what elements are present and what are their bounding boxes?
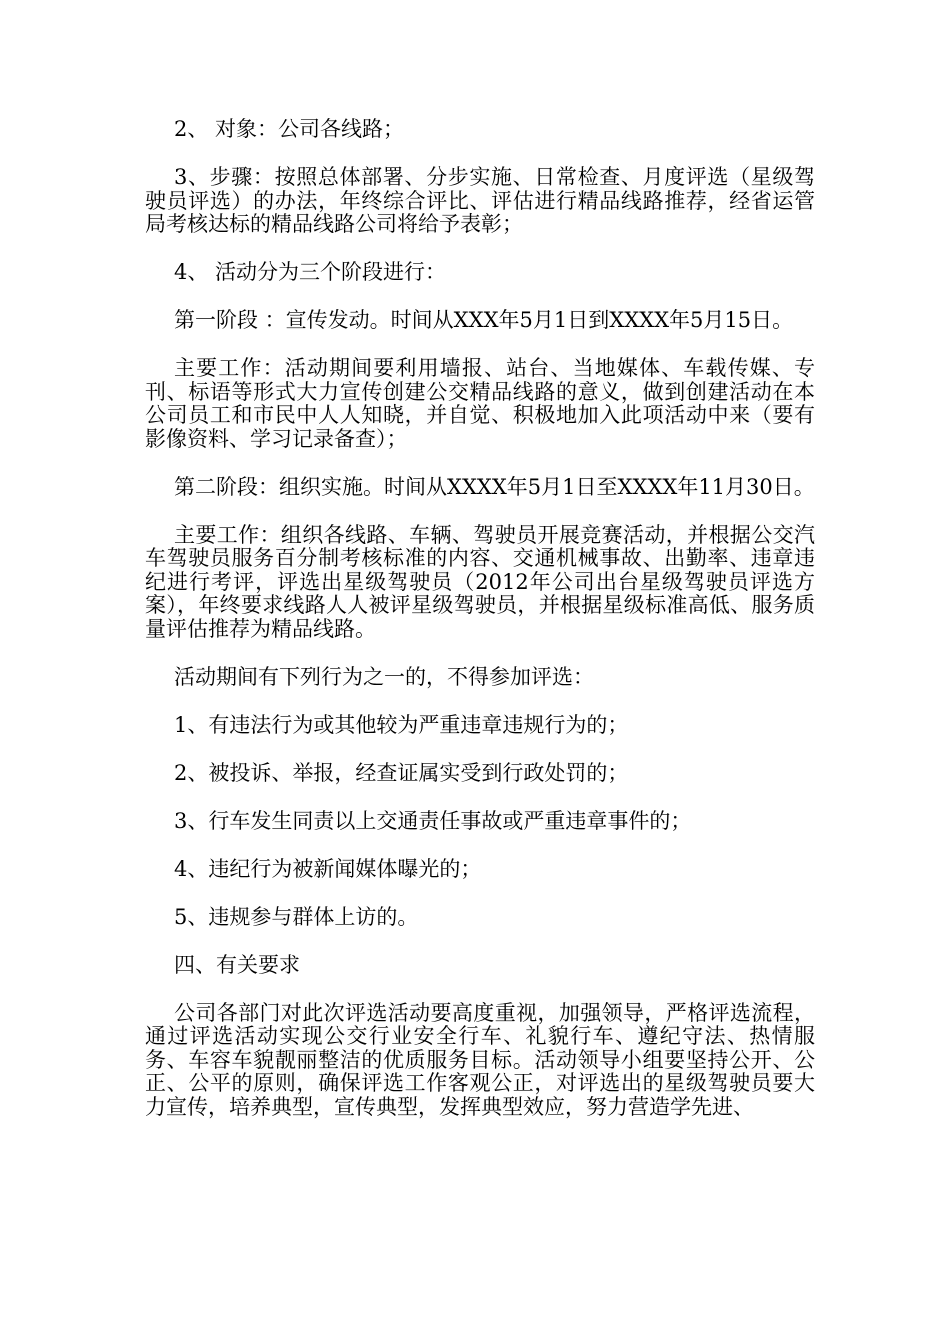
paragraph-phase-one: 第一阶段 ：宣传发动。时间从XXX年5月1日到XXXX年5月15日。: [174, 308, 794, 332]
list-item-exclusion-1: 1、有违法行为或其他较为严重违章违规行为的；: [174, 712, 629, 737]
paragraph-phase-one-work: 主要工作：活动期间要利用墙报、站台、当地媒体、车载传媒、专刊、标语等形式大力宣传创建公交精品线路的意义，做到创建活动在本公司员工和市民中人人知晓，并自觉、积极地加入此项活动中来（要有影像资料、学习记录备查）；: [145, 356, 815, 451]
list-item-exclusion-3: 3、行车发生同责以上交通责任事故或严重违章事件的；: [174, 808, 692, 833]
paragraph-phases-intro: 4、 活动分为三个阶段进行：: [174, 260, 447, 284]
paragraph-target: 2、 对象：公司各线路；: [174, 117, 405, 141]
paragraph-steps: 3、步骤：按照总体部署、分步实施、日常检查、月度评选（星级驾驶员评选）的办法，年终综合评比、评估进行精品线路推荐，经省运管局考核达标的精品线路公司将给予表彰；: [145, 165, 815, 236]
section-heading-requirements: 四、有关要求: [174, 952, 300, 977]
paragraph-requirements: 公司各部门对此次评选活动要高度重视，加强领导，严格评选流程，通过评选活动实现公交行业安全行车、礼貌行车、遵纪守法、热情服务、车容车貌靓丽整洁的优质服务目标。活动领导小组要坚持公开、公正、公平的原则，确保评选工作客观公正，对评选出的星级驾驶员要大力宣传，培养典型，宣传典型，发挥典型效应，努力营造学先进、: [145, 1000, 815, 1119]
paragraph-exclusions-intro: 活动期间有下列行为之一的，不得参加评选：: [174, 664, 594, 689]
list-item-exclusion-5: 5、违规参与群体上访的。: [174, 904, 419, 929]
list-item-exclusion-4: 4、违纪行为被新闻媒体曝光的；: [174, 856, 482, 881]
list-item-exclusion-2: 2、被投诉、举报，经查证属实受到行政处罚的；: [174, 760, 629, 785]
paragraph-phase-two: 第二阶段：组织实施。时间从XXXX年5月1日至XXXX年11月30日。: [174, 474, 815, 499]
document-body: [145, 118, 815, 1144]
paragraph-phase-two-work: 主要工作：组织各线路、车辆、驾驶员开展竞赛活动，并根据公交汽车驾驶员服务百分制考核标准的内容、交通机械事故、出勤率、违章违纪进行考评，评选出星级驾驶员（2012年公司出台星级驾驶员评选方案），年终要求线路人人被评星级驾驶员，并根据星级标准高低、服务质量评估推荐为精品线路。: [145, 522, 815, 641]
